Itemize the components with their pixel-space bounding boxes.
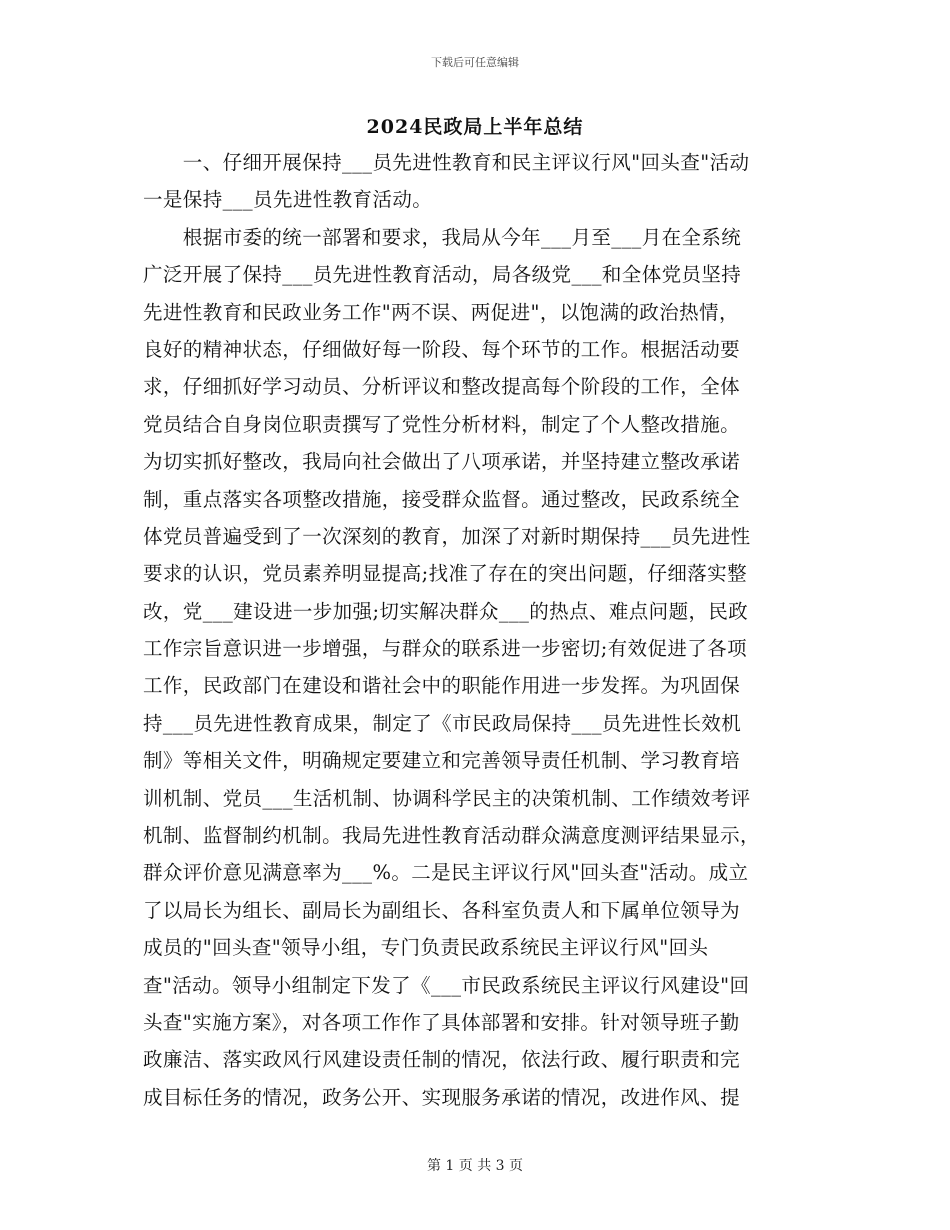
body-line: 训机制、党员___生活机制、协调科学民主的决策机制、工作绩效考评 [143,786,751,810]
body-line: 根据市委的统一部署和要求，我局从今年___月至___月在全系统 [143,225,742,249]
body-line: 体党员普遍受到了一次深刻的教育，加深了对新时期保持___员先进性 [143,524,751,548]
document-title: 2024民政局上半年总结 [366,116,584,138]
body-line: 群众评价意见满意率为___%。二是民主评议行风"回头查"活动。成立 [143,861,749,885]
body-line: 工作，民政部门在建设和谐社会中的职能作用进一步发挥。为巩固保 [143,674,741,698]
body-line: 改，党___建设进一步加强;切实解决群众___的热点、难点问题，民政 [143,599,749,623]
body-line: 广泛开展了保持___员先进性教育活动，局各级党___和全体党员坚持 [143,263,742,287]
body-line: 政廉洁、落实政风行风建设责任制的情况，依法行政、履行职责和完 [143,1048,741,1072]
body-line: 头查"实施方案》，对各项工作作了具体部署和安排。针对领导班子勤 [143,1010,740,1034]
body-line: 成员的"回头查"领导小组，专门负责民政系统民主评议行风"回头 [143,936,709,960]
body-line: 求，仔细抓好学习动员、分析评议和整改提高每个阶段的工作，全体 [143,375,741,399]
page-number: 第 1 页 共 3 页 [426,1158,524,1174]
body-line: 持___员先进性教育成果，制定了《市民政局保持___员先进性长效机 [143,711,742,735]
body-line: 党员结合自身岗位职责撰写了党性分析材料，制定了个人整改措施。 [143,412,741,436]
body-line: 一、仔细开展保持___员先进性教育和民主评议行风"回头查"活动 [143,151,750,174]
body-line: 了以局长为组长、副局长为副组长、各科室负责人和下属单位领导为 [143,898,741,922]
body-line: 制》等相关文件，明确规定要建立和完善领导责任机制、学习教育培 [143,749,741,773]
body-line: 为切实抓好整改，我局向社会做出了八项承诺，并坚持建立整改承诺 [143,450,741,474]
body-line: 机制、监督制约机制。我局先进性教育活动群众满意度测评结果显示， [143,824,760,848]
body-line: 要求的认识，党员素养明显提高;找准了存在的突出问题，仔细落实整 [143,562,747,586]
body-line: 工作宗旨意识进一步增强，与群众的联系进一步密切;有效促进了各项 [143,637,747,661]
body-line: 一是保持___员先进性教育活动。 [143,188,433,212]
body-line: 先进性教育和民政业务工作"两不误、两促进"，以饱满的政治热情， [143,300,739,324]
document-body [143,144,811,1116]
body-line: 制，重点落实各项整改措施，接受群众监督。通过整改，民政系统全 [143,487,741,511]
body-line: 成目标任务的情况，政务公开、实现服务承诺的情况，改进作风、提 [143,1085,741,1109]
body-line: 查"活动。领导小组制定下发了《___市民政系统民主评议行风建设"回 [143,973,750,997]
body-line: 良好的精神状态，仔细做好每一阶段、每个环节的工作。根据活动要 [143,337,741,361]
page-header-note: 下载后可任意编辑 [431,56,519,69]
